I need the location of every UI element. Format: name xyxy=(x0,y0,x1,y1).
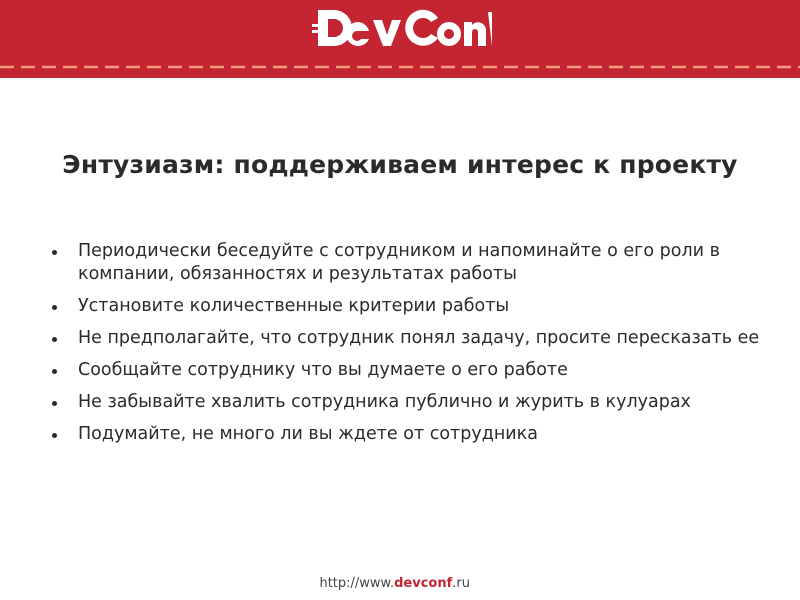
bullet-list xyxy=(48,240,768,455)
bullet-text: Подумайте, не много ли вы ждете от сотрудника xyxy=(78,424,538,444)
bullet-dot-icon xyxy=(52,433,57,438)
bullet-text: Не предполагайте, что сотрудник понял задачу, просите пересказать ее xyxy=(78,328,760,348)
footer-url-prefix: http://www. xyxy=(319,576,395,591)
bullet-dot-icon xyxy=(52,369,57,374)
bullet-item xyxy=(48,391,768,414)
slide-title: Энтузиазм: поддерживаем интерес к проекту xyxy=(62,150,738,179)
bullet-text: Установите количественные критерии работы xyxy=(78,296,510,316)
bullet-text: Периодически беседуйте с сотрудником и напоминайте о его роли в компании, обязанностях и результатах работы xyxy=(78,241,720,284)
devconf-logo xyxy=(312,2,492,54)
bullet-dot-icon xyxy=(52,305,57,310)
bullet-item xyxy=(48,327,768,350)
bullet-item xyxy=(48,423,768,446)
devconf-logo-icon xyxy=(312,2,492,54)
bullet-dot-icon xyxy=(52,250,57,255)
footer-url[interactable] xyxy=(319,576,470,591)
footer-url-brand: devconf xyxy=(394,576,453,591)
bullet-item xyxy=(48,359,768,382)
bullet-item xyxy=(48,240,768,286)
footer-url-suffix: .ru xyxy=(452,576,470,591)
bullet-dot-icon xyxy=(52,337,57,342)
bullet-dot-icon xyxy=(52,401,57,406)
bullet-text: Сообщайте сотруднику что вы думаете о его работе xyxy=(78,360,568,380)
header-bar xyxy=(0,0,800,56)
bullet-item xyxy=(48,295,768,318)
dashed-decoration xyxy=(0,56,800,78)
bullet-text: Не забывайте хвалить сотрудника публично и журить в кулуарах xyxy=(78,392,691,412)
